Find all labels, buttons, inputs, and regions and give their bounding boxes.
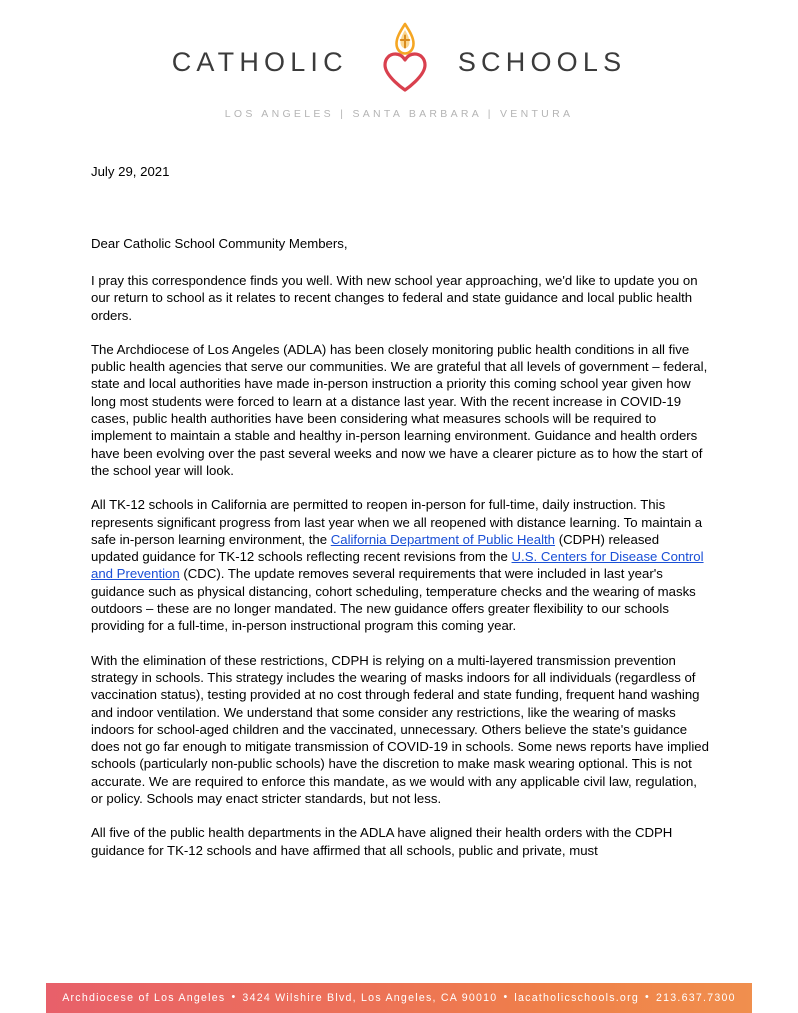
letterhead-locations: LOS ANGELES | SANTA BARBARA | VENTURA (224, 108, 574, 120)
paragraph-5: All five of the public health departments in the ADLA have aligned their health orders with the CDPH guidance for TK-12 schools and have affirmed that all schools, public and private, must (91, 825, 673, 858)
footer-separator-1: • (231, 991, 237, 1003)
letter-salutation: Dear Catholic School Community Members, (91, 236, 348, 251)
paragraph-3-text-part3: (CDC). The update removes several requirements that were included in last year's guidance such as physical distancing, cohort scheduling, temperature checks and the wearing of masks outdoors – these are no longer mandated. The new guidance offers greater flexibility to our schools providing for a full-time, in-person instructional program this coming year. (91, 566, 696, 634)
paragraph-2: The Archdiocese of Los Angeles (ADLA) has been closely monitoring public health conditions in all five public health agencies that serve our communities. We are grateful that all levels of government – federal, state and local authorities have made in-person instruction a priority this coming school year given how long most students were forced to learn at a distance last year. With the recent increase in COVID-19 cases, public health authorities have been considering what measures schools will be required to implement to maintain a stable and healthy in-person learning environment. Guidance and health orders have been evolving over the past several weeks and now we have a clearer picture as to how the start of the school year will look. (91, 341, 708, 478)
logo-wordmark-schools: SCHOOLS (457, 46, 627, 77)
footer-organization: Archdiocese of Los Angeles (62, 992, 226, 1004)
paragraph-3-with-links (91, 496, 710, 634)
footer-separator-2: • (503, 991, 509, 1003)
logo (0, 26, 798, 98)
paragraph-3-text-part2: (CDPH) released updated guidance for TK-12 schools reflecting recent revisions from the (91, 531, 660, 565)
link-us-centers-for-disease-control-and-prevention[interactable]: U.S. Centers for Disease Control and Prevention (91, 549, 704, 582)
paragraph-3-text-part1: All TK-12 schools in California are permitted to reopen in-person for full-time, daily instruction. This represents significant progress from last year when we all reopened with distance learning. To maintain a safe in-person learning environment, the (91, 497, 703, 547)
footer-phone: 213.637.7300 (655, 992, 736, 1004)
letter-body (91, 272, 710, 859)
footer-separator-3: • (645, 991, 650, 1003)
footer-address: 3424 Wilshire Blvd, Los Angeles, CA 90010 (242, 992, 498, 1004)
letterhead (0, 0, 798, 120)
paragraph-1: I pray this correspondence finds you well. With new school year approaching, we'd like to update you on our return to school as it relates to recent changes to federal and state guidance and local public health orders. (91, 273, 698, 323)
footer-bar (46, 983, 752, 1013)
paragraph-4: With the elimination of these restrictions, CDPH is relying on a multi-layered transmission prevention strategy in schools. This strategy includes the wearing of masks indoors for all individuals (regardless of vaccination status), testing provided at no cost through federal and state funding, frequent hand washing and indoor ventilation. We understand that some consider any restrictions, like the wearing of masks indoors for school-aged children and the vaccinated, unnecessary. Others believe the state's guidance does not go far enough to mitigate transmission of COVID-19 in schools. Some news reports have implied schools (particularly non-public schools) have the discretion to make mask wearing optional. This is not accurate. We are required to enforce this mandate, as we would with any applicable civil law, regulation, or policy. Schools may enact stricter standards, but not less. (91, 652, 709, 807)
logo-wordmark-catholic: CATHOLIC (171, 46, 348, 77)
footer-contact-line (62, 992, 736, 1004)
letter-date: July 29, 2021 (91, 164, 170, 179)
link-california-department-of-public-health[interactable]: California Department of Public Health (330, 531, 556, 547)
footer-website[interactable]: lacatholicschools.org (514, 992, 639, 1004)
sacred-heart-flame-icon (374, 22, 436, 94)
